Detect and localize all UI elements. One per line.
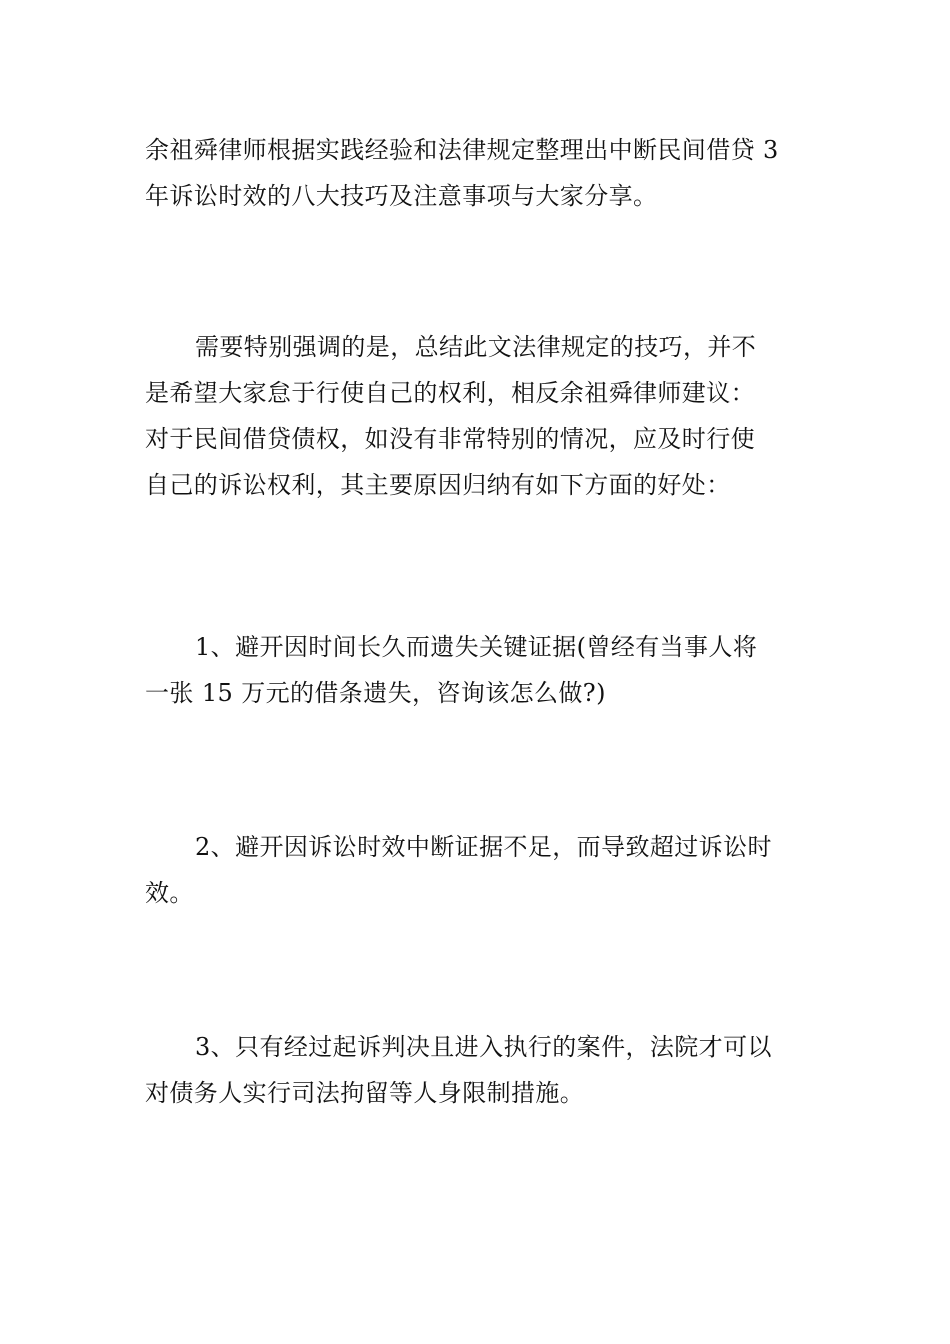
paragraph-line: 年诉讼时效的八大技巧及注意事项与大家分享。 (145, 182, 658, 210)
paragraph-line: 效。 (145, 879, 194, 907)
paragraph-point-1 (145, 624, 807, 716)
paragraph-line: 一张 15 万元的借条遗失，咨询该怎么做?) (145, 679, 606, 707)
paragraph-line: 是希望大家怠于行使自己的权利，相反余祖舜律师建议： (145, 379, 755, 407)
paragraph-line: 对债务人实行司法拘留等人身限制措施。 (145, 1079, 585, 1107)
paragraph-line: 3、只有经过起诉判决且进入执行的案件，法院才可以 (195, 1033, 772, 1061)
paragraph-intro (145, 127, 807, 219)
paragraph-line: 1、避开因时间长久而遗失关键证据(曾经有当事人将 (195, 633, 758, 661)
paragraph-point-3 (145, 1024, 807, 1116)
paragraph-line: 需要特别强调的是，总结此文法律规定的技巧，并不 (195, 333, 757, 361)
paragraph-line: 对于民间借贷债权，如没有非常特别的情况，应及时行使 (145, 425, 755, 453)
paragraph-point-2 (145, 824, 807, 916)
paragraph-emphasis (145, 324, 807, 508)
paragraph-line: 自己的诉讼权利，其主要原因归纳有如下方面的好处： (145, 471, 731, 499)
paragraph-line: 2、避开因诉讼时效中断证据不足，而导致超过诉讼时 (195, 833, 772, 861)
paragraph-line: 余祖舜律师根据实践经验和法律规定整理出中断民间借贷 3 (145, 136, 779, 164)
